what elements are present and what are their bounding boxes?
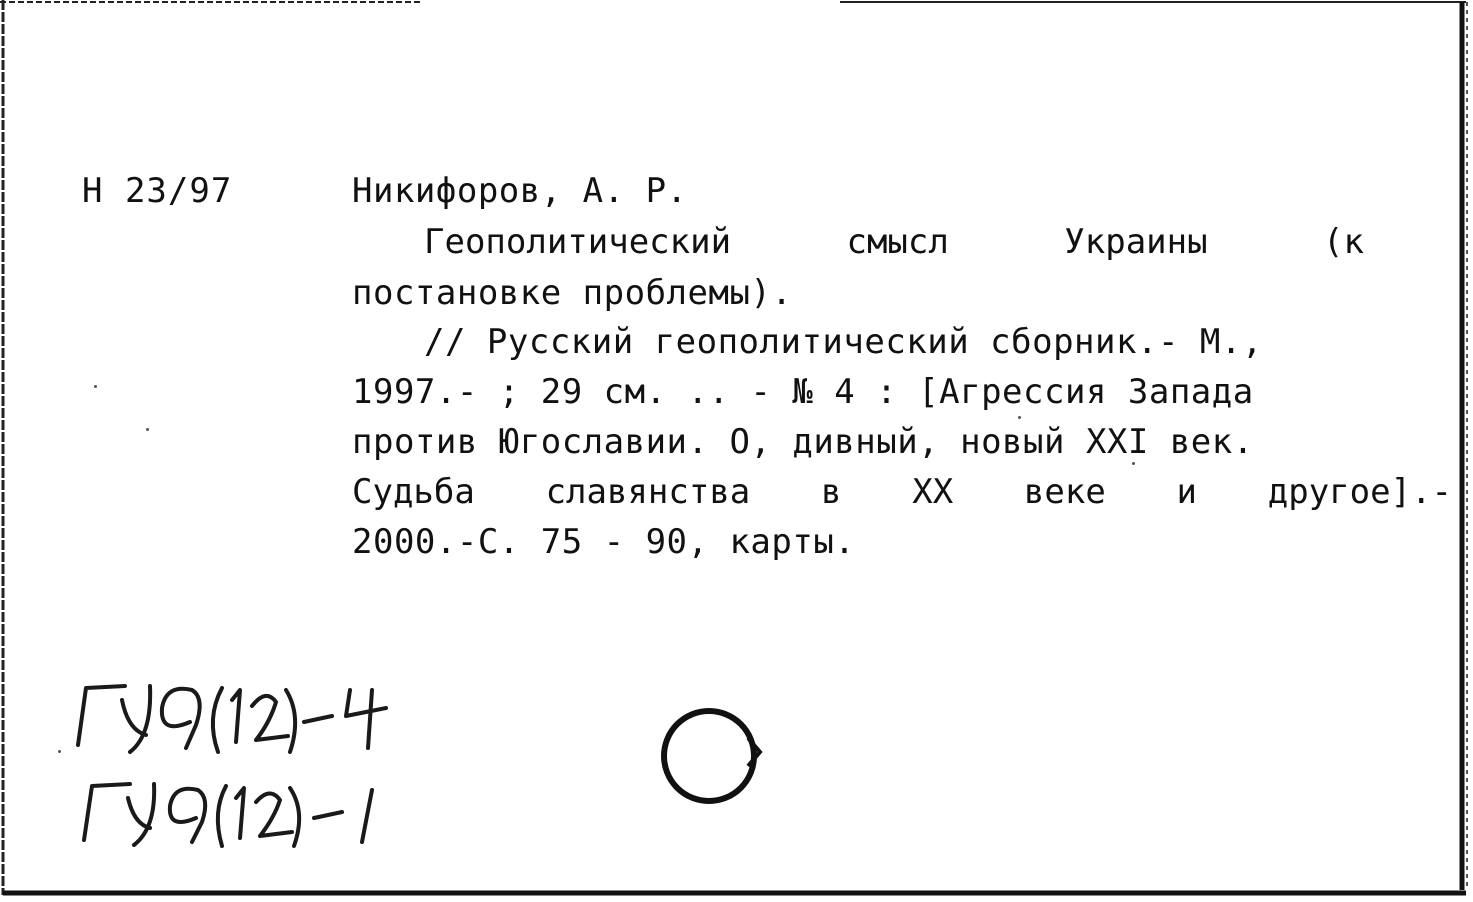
- title-line-2: постановке проблемы).: [352, 273, 793, 313]
- title-word: (к: [1323, 222, 1364, 262]
- author-heading: Никифоров, А. Р.: [352, 171, 688, 211]
- scan-speck: [94, 385, 97, 388]
- source-line-1: // Русский геополитический сборник.- М.,: [424, 322, 1263, 362]
- source-word: славянства: [545, 472, 751, 512]
- source-word: и: [1176, 472, 1198, 512]
- shelf-mark: Н 23/97: [82, 171, 233, 211]
- scan-speck: [146, 428, 149, 431]
- title-word: Украины: [1064, 222, 1208, 262]
- source-line-5: 2000.-С. 75 - 90, карты.: [352, 522, 856, 562]
- source-word: XX: [912, 472, 954, 512]
- title-word: смысл: [846, 222, 949, 262]
- source-word: Судьба: [352, 472, 475, 512]
- source-line-2: 1997.- ; 29 см. .. - № 4 : [Агрессия Запада: [352, 372, 1254, 412]
- source-word: веке: [1023, 472, 1106, 512]
- scan-speck: [1132, 462, 1135, 465]
- scan-speck: [1018, 416, 1021, 419]
- title-word: Геополитический: [424, 222, 732, 262]
- source-word: другое].-: [1267, 472, 1452, 512]
- scan-speck: [58, 750, 61, 753]
- source-line-3: против Югославии. О, дивный, новый XXI век.: [352, 422, 1254, 462]
- source-word: в: [821, 472, 842, 512]
